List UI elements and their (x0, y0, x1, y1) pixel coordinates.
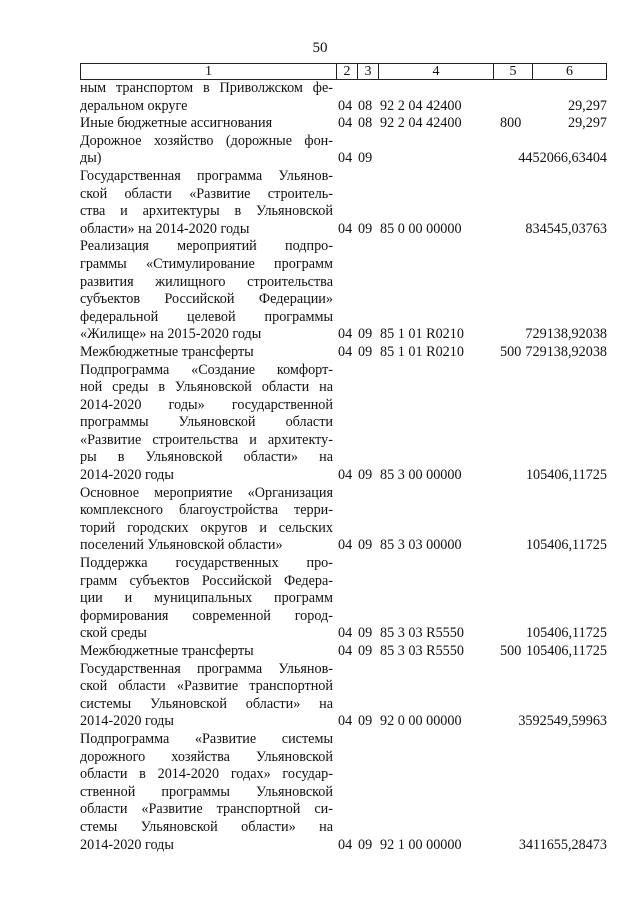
row-description (80, 80, 333, 115)
table-row (80, 168, 607, 238)
header-col-5: 5 (494, 64, 533, 79)
description-line: ской области «Развитие строитель- (80, 185, 333, 202)
table-row (80, 555, 607, 643)
subsection-code: 09 (358, 326, 373, 343)
description-line: ской среды (80, 625, 147, 642)
header-col-6: 6 (566, 64, 573, 79)
row-amount: 29,297 (567, 115, 607, 132)
description-line: грамм субъектов Российской Федера- (80, 572, 333, 589)
description-line: граммы «Стимулирование программ (80, 255, 333, 272)
description-line: ры в Ульяновской области» на (80, 449, 333, 466)
target-article-code: 85 3 00 00000 (380, 467, 462, 484)
row-amount: 105406,11725 (525, 467, 607, 484)
description-line: Иные бюджетные ассигнования (80, 115, 273, 132)
subsection-code: 09 (358, 643, 373, 659)
target-article-code: 85 1 01 R0210 (380, 326, 464, 343)
header-col-2: 2 (337, 64, 358, 79)
subsection-code: 08 (358, 115, 373, 132)
section-code: 04 (338, 97, 353, 114)
table-row (80, 362, 607, 485)
description-line: ской области «Развитие транспортной (80, 678, 333, 695)
expense-type-code: 500 (500, 343, 522, 360)
row-amount: 3411655,28473 (518, 836, 607, 853)
description-line: торий городских округов и сельских (80, 519, 333, 536)
description-line: области» на 2014-2020 годы (80, 220, 250, 237)
target-article-code: 92 2 04 42400 (380, 115, 462, 132)
page-number: 50 (312, 40, 328, 56)
description-line: ственной программы Ульяновской (80, 783, 333, 800)
target-article-code: 92 0 00 00000 (380, 713, 462, 730)
description-line: Основное мероприятие «Организация (80, 484, 333, 501)
table-row (80, 115, 607, 133)
description-line: Реализация мероприятий подпро- (80, 238, 333, 255)
row-amount: 105406,11725 (525, 643, 607, 659)
row-description (80, 238, 333, 344)
table-row (80, 133, 607, 168)
description-line: Государственная программа Ульянов- (80, 167, 333, 184)
description-line: федеральной целевой программы (80, 308, 333, 325)
description-line: Подпрограмма «Создание комфорт- (80, 361, 333, 378)
section-code: 04 (338, 643, 353, 659)
row-amount: 834545,03763 (525, 220, 607, 237)
section-code: 04 (338, 625, 353, 642)
row-amount: 29,297 (567, 97, 607, 114)
header-col-3: 3 (358, 64, 379, 79)
table-row (80, 344, 607, 362)
description-line: «Жилище» на 2015-2020 годы (80, 326, 262, 343)
table-row (80, 661, 607, 731)
description-line: 2014-2020 годы (80, 713, 174, 730)
target-article-code: 92 2 04 42400 (380, 97, 462, 114)
description-line: субъектов Российской Федерации» (80, 291, 333, 308)
description-line: дорожного хозяйства Ульяновской (80, 748, 333, 765)
section-code: 04 (338, 343, 353, 360)
description-line: Дорожное хозяйство (дорожные фон- (80, 132, 333, 149)
row-amount: 105406,11725 (525, 537, 607, 554)
description-line: Подпрограмма «Развитие системы (80, 730, 333, 747)
header-col-4: 4 (379, 64, 494, 79)
header-col-1: 1 (81, 64, 337, 79)
row-description (80, 731, 333, 854)
table-header (80, 63, 607, 80)
description-line: системы Ульяновской области» на (80, 695, 333, 712)
row-description (80, 643, 333, 661)
description-line: ства и архитектуры в Ульяновской (80, 203, 333, 220)
description-line: комплексного благоустройства терри- (80, 502, 333, 519)
subsection-code: 09 (358, 537, 373, 554)
description-line: Государственная программа Ульянов- (80, 660, 333, 677)
section-code: 04 (338, 467, 353, 484)
expense-type-code: 800 (500, 115, 522, 132)
row-description (80, 555, 333, 643)
section-code: 04 (338, 713, 353, 730)
description-line: Межбюджетные трансферты (80, 343, 254, 360)
subsection-code: 09 (358, 625, 373, 642)
table-row (80, 80, 607, 115)
description-line: Межбюджетные трансферты (80, 643, 254, 659)
table-row (80, 643, 607, 661)
description-line: 2014-2020 годы» государственной (80, 396, 333, 413)
description-line: ной среды в Ульяновской области на (80, 379, 333, 396)
table-row (80, 238, 607, 344)
subsection-code: 09 (358, 343, 373, 360)
row-amount: 4452066,63404 (518, 150, 607, 167)
description-line: стемы Ульяновской области» на (80, 818, 333, 835)
row-amount: 105406,11725 (525, 625, 607, 642)
description-line: 2014-2020 годы (80, 836, 174, 853)
expense-type-code: 500 (500, 643, 522, 659)
row-description (80, 362, 333, 485)
row-description (80, 168, 333, 238)
row-description (80, 344, 333, 362)
table-row (80, 731, 607, 854)
description-line: ным транспортом в Приволжском фе- (80, 80, 333, 96)
row-description (80, 115, 333, 133)
target-article-code: 85 3 03 00000 (380, 537, 462, 554)
table-row (80, 485, 607, 555)
subsection-code: 08 (358, 97, 373, 114)
subsection-code: 09 (358, 150, 373, 167)
description-line: развития жилищного строительства (80, 273, 333, 290)
description-line: Поддержка государственных про- (80, 555, 333, 572)
description-line: «Развитие строительства и архитекту- (80, 431, 333, 448)
target-article-code: 85 3 03 R5550 (380, 643, 464, 659)
description-line: формирования современной город- (80, 607, 333, 624)
description-line: области «Развитие транспортной си- (80, 801, 333, 818)
section-code: 04 (338, 537, 353, 554)
subsection-code: 09 (358, 713, 373, 730)
row-amount: 729138,92038 (525, 326, 607, 343)
description-line: деральном округе (80, 97, 188, 114)
target-article-code: 92 1 00 00000 (380, 836, 462, 853)
section-code: 04 (338, 150, 353, 167)
row-amount: 3592549,59963 (518, 713, 607, 730)
description-line: программы Ульяновской области (80, 414, 333, 431)
subsection-code: 09 (358, 467, 373, 484)
section-code: 04 (338, 836, 353, 853)
subsection-code: 09 (358, 220, 373, 237)
target-article-code: 85 0 00 00000 (380, 220, 462, 237)
target-article-code: 85 1 01 R0210 (380, 343, 464, 360)
row-description (80, 661, 333, 731)
row-description (80, 485, 333, 555)
description-line: поселений Ульяновской области» (80, 537, 283, 554)
section-code: 04 (338, 326, 353, 343)
subsection-code: 09 (358, 836, 373, 853)
description-line: области в 2014-2020 годах» государ- (80, 766, 333, 783)
description-line: 2014-2020 годы (80, 467, 174, 484)
table-body (80, 80, 607, 854)
row-description (80, 133, 333, 168)
description-line: ции и муниципальных программ (80, 590, 333, 607)
description-line: ды) (80, 150, 102, 167)
row-amount: 729138,92038 (525, 343, 607, 360)
section-code: 04 (338, 220, 353, 237)
target-article-code: 85 3 03 R5550 (380, 625, 464, 642)
section-code: 04 (338, 115, 353, 132)
